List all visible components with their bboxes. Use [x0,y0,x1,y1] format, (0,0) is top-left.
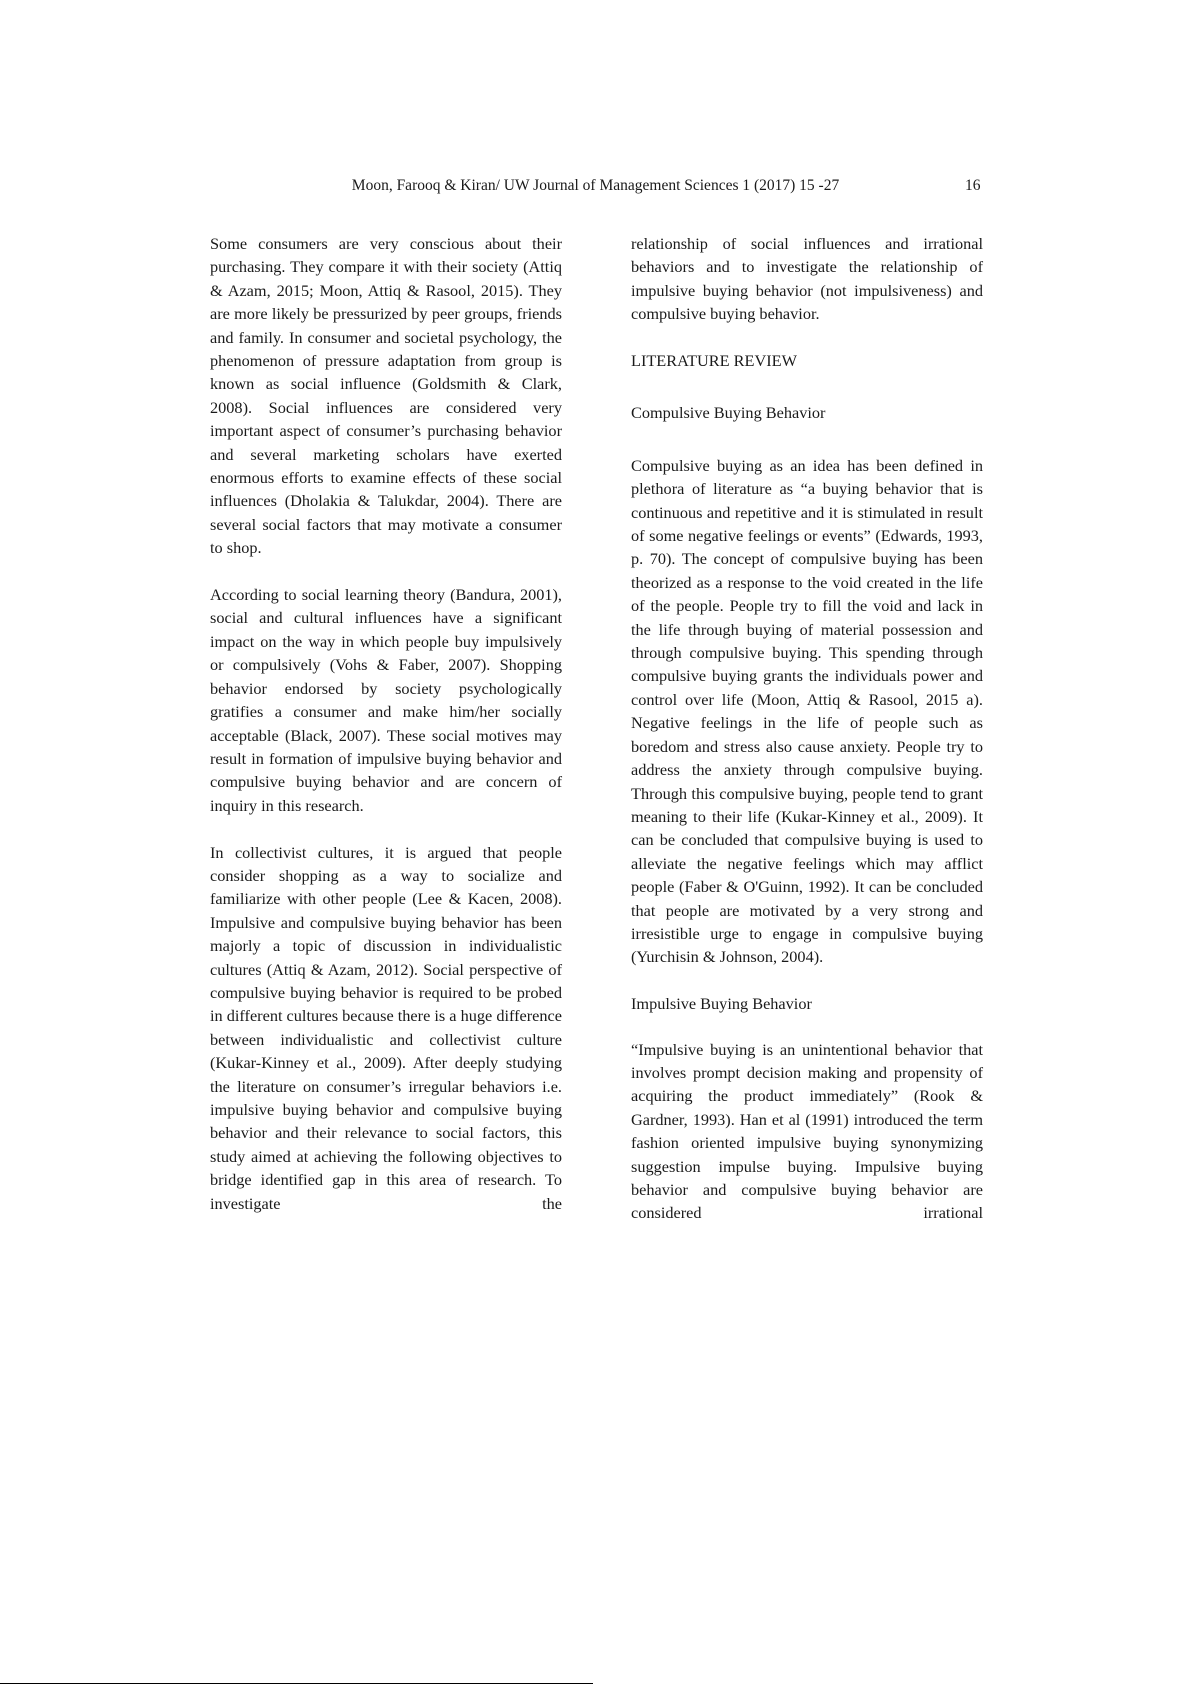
body-paragraph: “Impulsive buying is an unintentional behavior that involves prompt decision making and propensity of acquiring the product immediately” (Rook & Gardner, 1993). Han et al (1991) introduced the term fashion oriented impulsive buying synonymizing suggestion impulse buying. Impulsive buying behavior and compulsive buying behavior are considered irrational [631,1039,983,1223]
subsection-heading-compulsive-buying: Compulsive Buying Behavior [631,403,826,423]
body-paragraph: According to social learning theory (Bandura, 2001), social and cultural influences have a significant impact on the way in which people buy impulsively or compulsively (Vohs & Faber, 2007). Shopping behavior endorsed by society psychologically gratifies a consumer and make him/her socially acceptable (Black, 2007). These social motives may result in formation of impulsive buying behavior and compulsive buying behavior and are concern of inquiry in this research. [210,585,562,815]
body-paragraph: Some consumers are very conscious about their purchasing. They compare it with their society (Attiq & Azam, 2015; Moon, Attiq & Rasool, 2015). They are more likely be pressurized by peer groups, friends and family. In consumer and societal psychology, the phenomenon of pressure adaptation from group is known as social influence (Goldsmith & Clark, 2008). Social influences are considered very important aspect of consumer’s purchasing behavior and several marketing scholars have exerted enormous efforts to examine effects of these social influences (Dholakia & Talukdar, 2004). There are several social factors that may motivate a consumer to shop. [210,234,562,558]
page-number: 16 [965,177,981,194]
running-header [0,175,1191,197]
running-header-title: Moon, Farooq & Kiran/ UW Journal of Management Sciences 1 (2017) 15 -27 [351,177,840,194]
body-paragraph: In collectivist cultures, it is argued that people consider shopping as a way to socialize and familiarize with other people (Lee & Kacen, 2008). Impulsive and compulsive buying behavior has been majorly a topic of discussion in individualistic cultures (Attiq & Azam, 2012). Social perspective of compulsive buying behavior is required to be probed in different cultures because there is a huge difference between individualistic and collectivist culture (Kukar-Kinney et al., 2009). After deeply studying the literature on consumer’s irregular behaviors i.e. impulsive buying behavior and compulsive buying behavior and their relevance to social factors, this study aimed at achieving the following objectives to bridge identified gap in this area of research. To investigate the [210,842,562,1213]
left-column [210,232,562,1238]
section-heading-literature-review: LITERATURE REVIEW [631,351,797,371]
right-column [631,232,983,1248]
subsection-heading-impulsive-buying: Impulsive Buying Behavior [631,994,812,1014]
continued-paragraph: relationship of social influences and irrational behaviors and to investigate the relationship of impulsive buying behavior (not impulsiveness) and compulsive buying behavior. [631,234,983,324]
body-paragraph: Compulsive buying as an idea has been defined in plethora of literature as “a buying behavior that is continuous and repetitive and it is stimulated in result of some negative feelings or events” (Edwards, 1993, p. 70). The concept of compulsive buying has been theorized as a response to the void created in the life of the people. People try to fill the void and lack in the life through buying of material possession and through compulsive buying. This spending through compulsive buying grants the individuals power and control over life (Moon, Attiq & Rasool, 2015 a). Negative feelings in the life of people such as boredom and stress also cause anxiety. People try to address the anxiety through compulsive buying. Through this compulsive buying, people tend to grant meaning to their life (Kukar-Kinney et al., 2009). It can be concluded that compulsive buying is used to alleviate the negative feelings which may afflict people (Faber & O'Guinn, 1992). It can be concluded that people are motivated by a very strong and irresistible urge to engage in compulsive buying (Yurchisin & Johnson, 2004). [631,455,983,967]
footnote-rule [0,1683,593,1684]
